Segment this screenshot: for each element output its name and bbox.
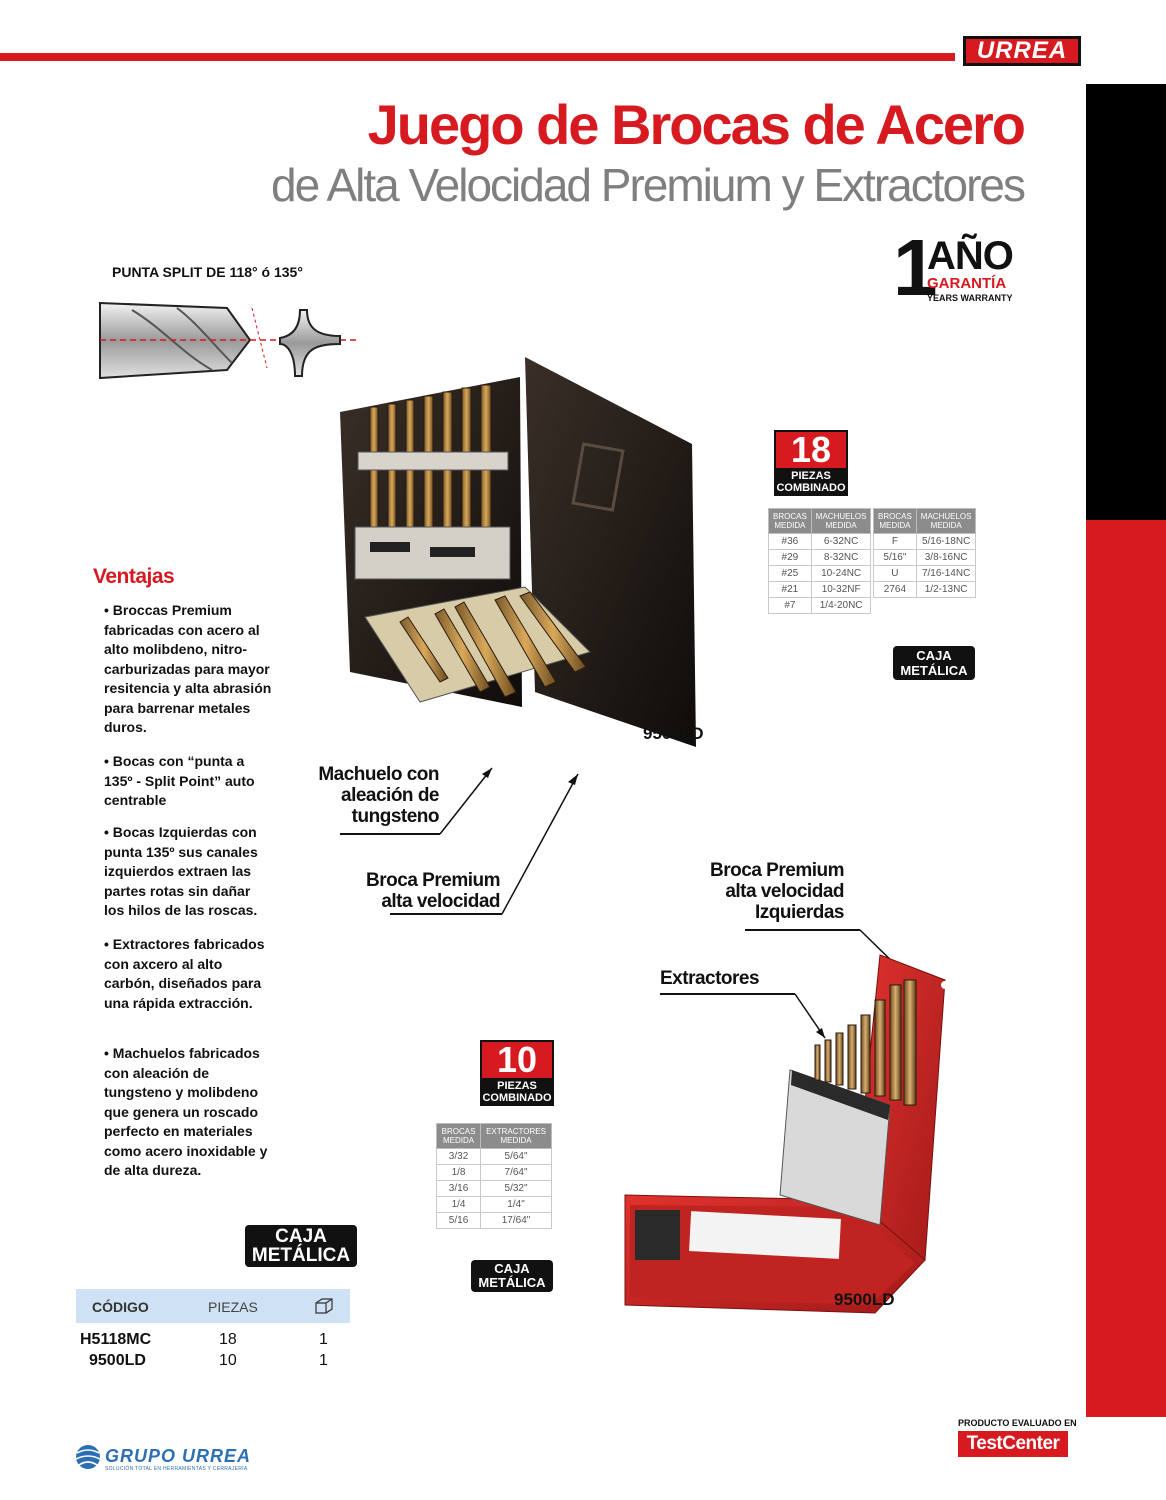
table-row: #36 6-32NC xyxy=(769,534,871,550)
set18-caja-metalica-badge xyxy=(893,646,975,680)
callout-machuelo-line3: tungsteno xyxy=(351,806,439,827)
set18-count-badge: 18 xyxy=(774,430,848,470)
table-row: #29 8-32NC xyxy=(769,550,871,566)
callout-machuelo-line1: Machuelo con xyxy=(318,764,439,785)
drill-set-open-case-image xyxy=(330,352,698,752)
table-row: 5/16" 3/8-16NC xyxy=(874,550,976,566)
callout-izq-line3: Izquierdas xyxy=(755,902,844,923)
table-header: EXTRACTORES MEDIDA xyxy=(481,1124,552,1149)
set18-label-piezas: PIEZAS xyxy=(791,470,831,482)
warranty-garantia: GARANTÍA xyxy=(927,275,1007,292)
set10-caja-metalica-badge xyxy=(471,1260,553,1292)
callout-izq-line2: alta velocidad xyxy=(725,881,844,902)
table-header: BROCAS MEDIDA xyxy=(769,509,812,534)
caja-word: CAJA xyxy=(494,1261,530,1276)
table-row: F 5/16-18NC xyxy=(874,534,976,550)
code-row-piezas: 10 xyxy=(219,1352,237,1369)
table-row: 1/4 1/4" xyxy=(437,1197,552,1213)
code-header-piezas: PIEZAS xyxy=(208,1299,258,1315)
callout-broca-line1: Broca Premium xyxy=(366,870,500,891)
model-label-top: 9500LD xyxy=(643,724,704,743)
table-row: 5/16 17/64" xyxy=(437,1213,552,1229)
table-row: #7 1/4-20NC xyxy=(769,598,871,614)
side-band-black xyxy=(1086,84,1166,520)
callout-broca-izquierdas xyxy=(700,860,844,923)
box-icon xyxy=(314,1297,334,1315)
page-title: Juego de Brocas de Acero xyxy=(367,93,1024,156)
model-label-bottom: 9500LD xyxy=(834,1290,895,1309)
metalica-word: METÁLICA xyxy=(478,1275,546,1290)
code-header-codigo: CÓDIGO xyxy=(92,1299,149,1315)
page-subtitle: de Alta Velocidad Premium y Extractores xyxy=(271,159,1024,211)
table-row: 3/32 5/64" xyxy=(437,1149,552,1165)
code-row-box: 1 xyxy=(319,1331,328,1348)
grupo-urrea-logo-text: GRUPO URREA xyxy=(105,1446,252,1466)
table-row: 2764 1/2-13NC xyxy=(874,582,976,598)
set18-table-a xyxy=(768,508,871,614)
ventaja-item: • Bocas con “punta a 135º - Split Point” auto centrable xyxy=(104,753,255,808)
set10-table xyxy=(436,1123,552,1229)
code-row-codigo: 9500LD xyxy=(89,1352,146,1369)
code-row-codigo: H5118MC xyxy=(80,1331,152,1348)
set18-label xyxy=(774,470,848,496)
set18-label-combinado: COMBINADO xyxy=(776,482,846,494)
side-band-red xyxy=(1086,520,1166,1417)
warranty-word: AÑO xyxy=(927,234,1013,278)
extractor-set-red-case-image xyxy=(620,945,950,1315)
set18-table-b xyxy=(873,508,976,598)
set10-count-badge: 10 xyxy=(480,1040,554,1080)
warranty-number: 1 xyxy=(893,223,932,312)
table-header: MACHUELOS MEDIDA xyxy=(811,509,871,534)
set10-label xyxy=(480,1080,554,1106)
set10-label-combinado: COMBINADO xyxy=(482,1092,552,1104)
table-header: BROCAS MEDIDA xyxy=(874,509,917,534)
metalica-word: METÁLICA xyxy=(900,663,968,678)
callout-leader-lines xyxy=(330,760,600,920)
table-row: 3/16 5/32" xyxy=(437,1181,552,1197)
ventaja-item: • Bocas Izquierdas con punta 135º sus canales izquierdos extraen las partes rotas sin dañar los hilos de las roscas. xyxy=(104,824,258,918)
split-tip-drill-illustration xyxy=(92,288,362,383)
ventaja-item: • Machuelos fabricados con aleación de tungsteno y molibdeno que genera un roscado perfecto en materiales como acero inoxidable y de alta dureza. xyxy=(104,1045,268,1178)
grupo-urrea-tagline: SOLUCIÓN TOTAL EN HERRAMIENTAS Y CERRAJERÍA xyxy=(105,1466,248,1472)
callout-izq-line1: Broca Premium xyxy=(710,860,844,881)
split-tip-label: PUNTA SPLIT DE 118° ó 135° xyxy=(112,264,303,280)
caja-word: CAJA xyxy=(275,1226,327,1247)
ventaja-item: • Broccas Premium fabricadas con acero al alto molibdeno, nitro-carburizadas para mayor resitencia y alta abrasión para barrenar metales duros. xyxy=(104,602,272,735)
code-row-piezas: 18 xyxy=(219,1331,237,1348)
table-header: BROCAS MEDIDA xyxy=(437,1124,481,1149)
urrea-logo: URREA xyxy=(963,36,1081,66)
table-row: U 7/16-14NC xyxy=(874,566,976,582)
top-red-bar xyxy=(0,53,955,61)
testcenter-label: PRODUCTO EVALUADO EN xyxy=(958,1418,1077,1428)
metalica-word: METÁLICA xyxy=(251,1245,351,1266)
grupo-urrea-globe-icon xyxy=(74,1443,102,1471)
set10-label-piezas: PIEZAS xyxy=(497,1080,537,1092)
warranty-badge xyxy=(893,223,1033,312)
ventajas-heading: Ventajas xyxy=(93,565,175,588)
table-row: #25 10-24NC xyxy=(769,566,871,582)
ventaja-item: • Extractores fabricados con axcero al alto carbón, diseñados para una rápida extracción. xyxy=(104,936,265,1011)
table-row: 1/8 7/64" xyxy=(437,1165,552,1181)
left-caja-metalica-badge xyxy=(245,1225,357,1267)
testcenter-logo: TestCenter xyxy=(958,1431,1068,1457)
warranty-english: YEARS WARRANTY xyxy=(927,293,1013,303)
callout-broca-line2: alta velocidad xyxy=(381,891,500,912)
code-row-box: 1 xyxy=(319,1352,328,1369)
callout-machuelo-line2: aleación de xyxy=(341,785,439,806)
table-header: MACHUELOS MEDIDA xyxy=(916,509,976,534)
caja-word: CAJA xyxy=(916,648,952,663)
table-row: #21 10-32NF xyxy=(769,582,871,598)
callout-extractores: Extractores xyxy=(660,968,760,989)
